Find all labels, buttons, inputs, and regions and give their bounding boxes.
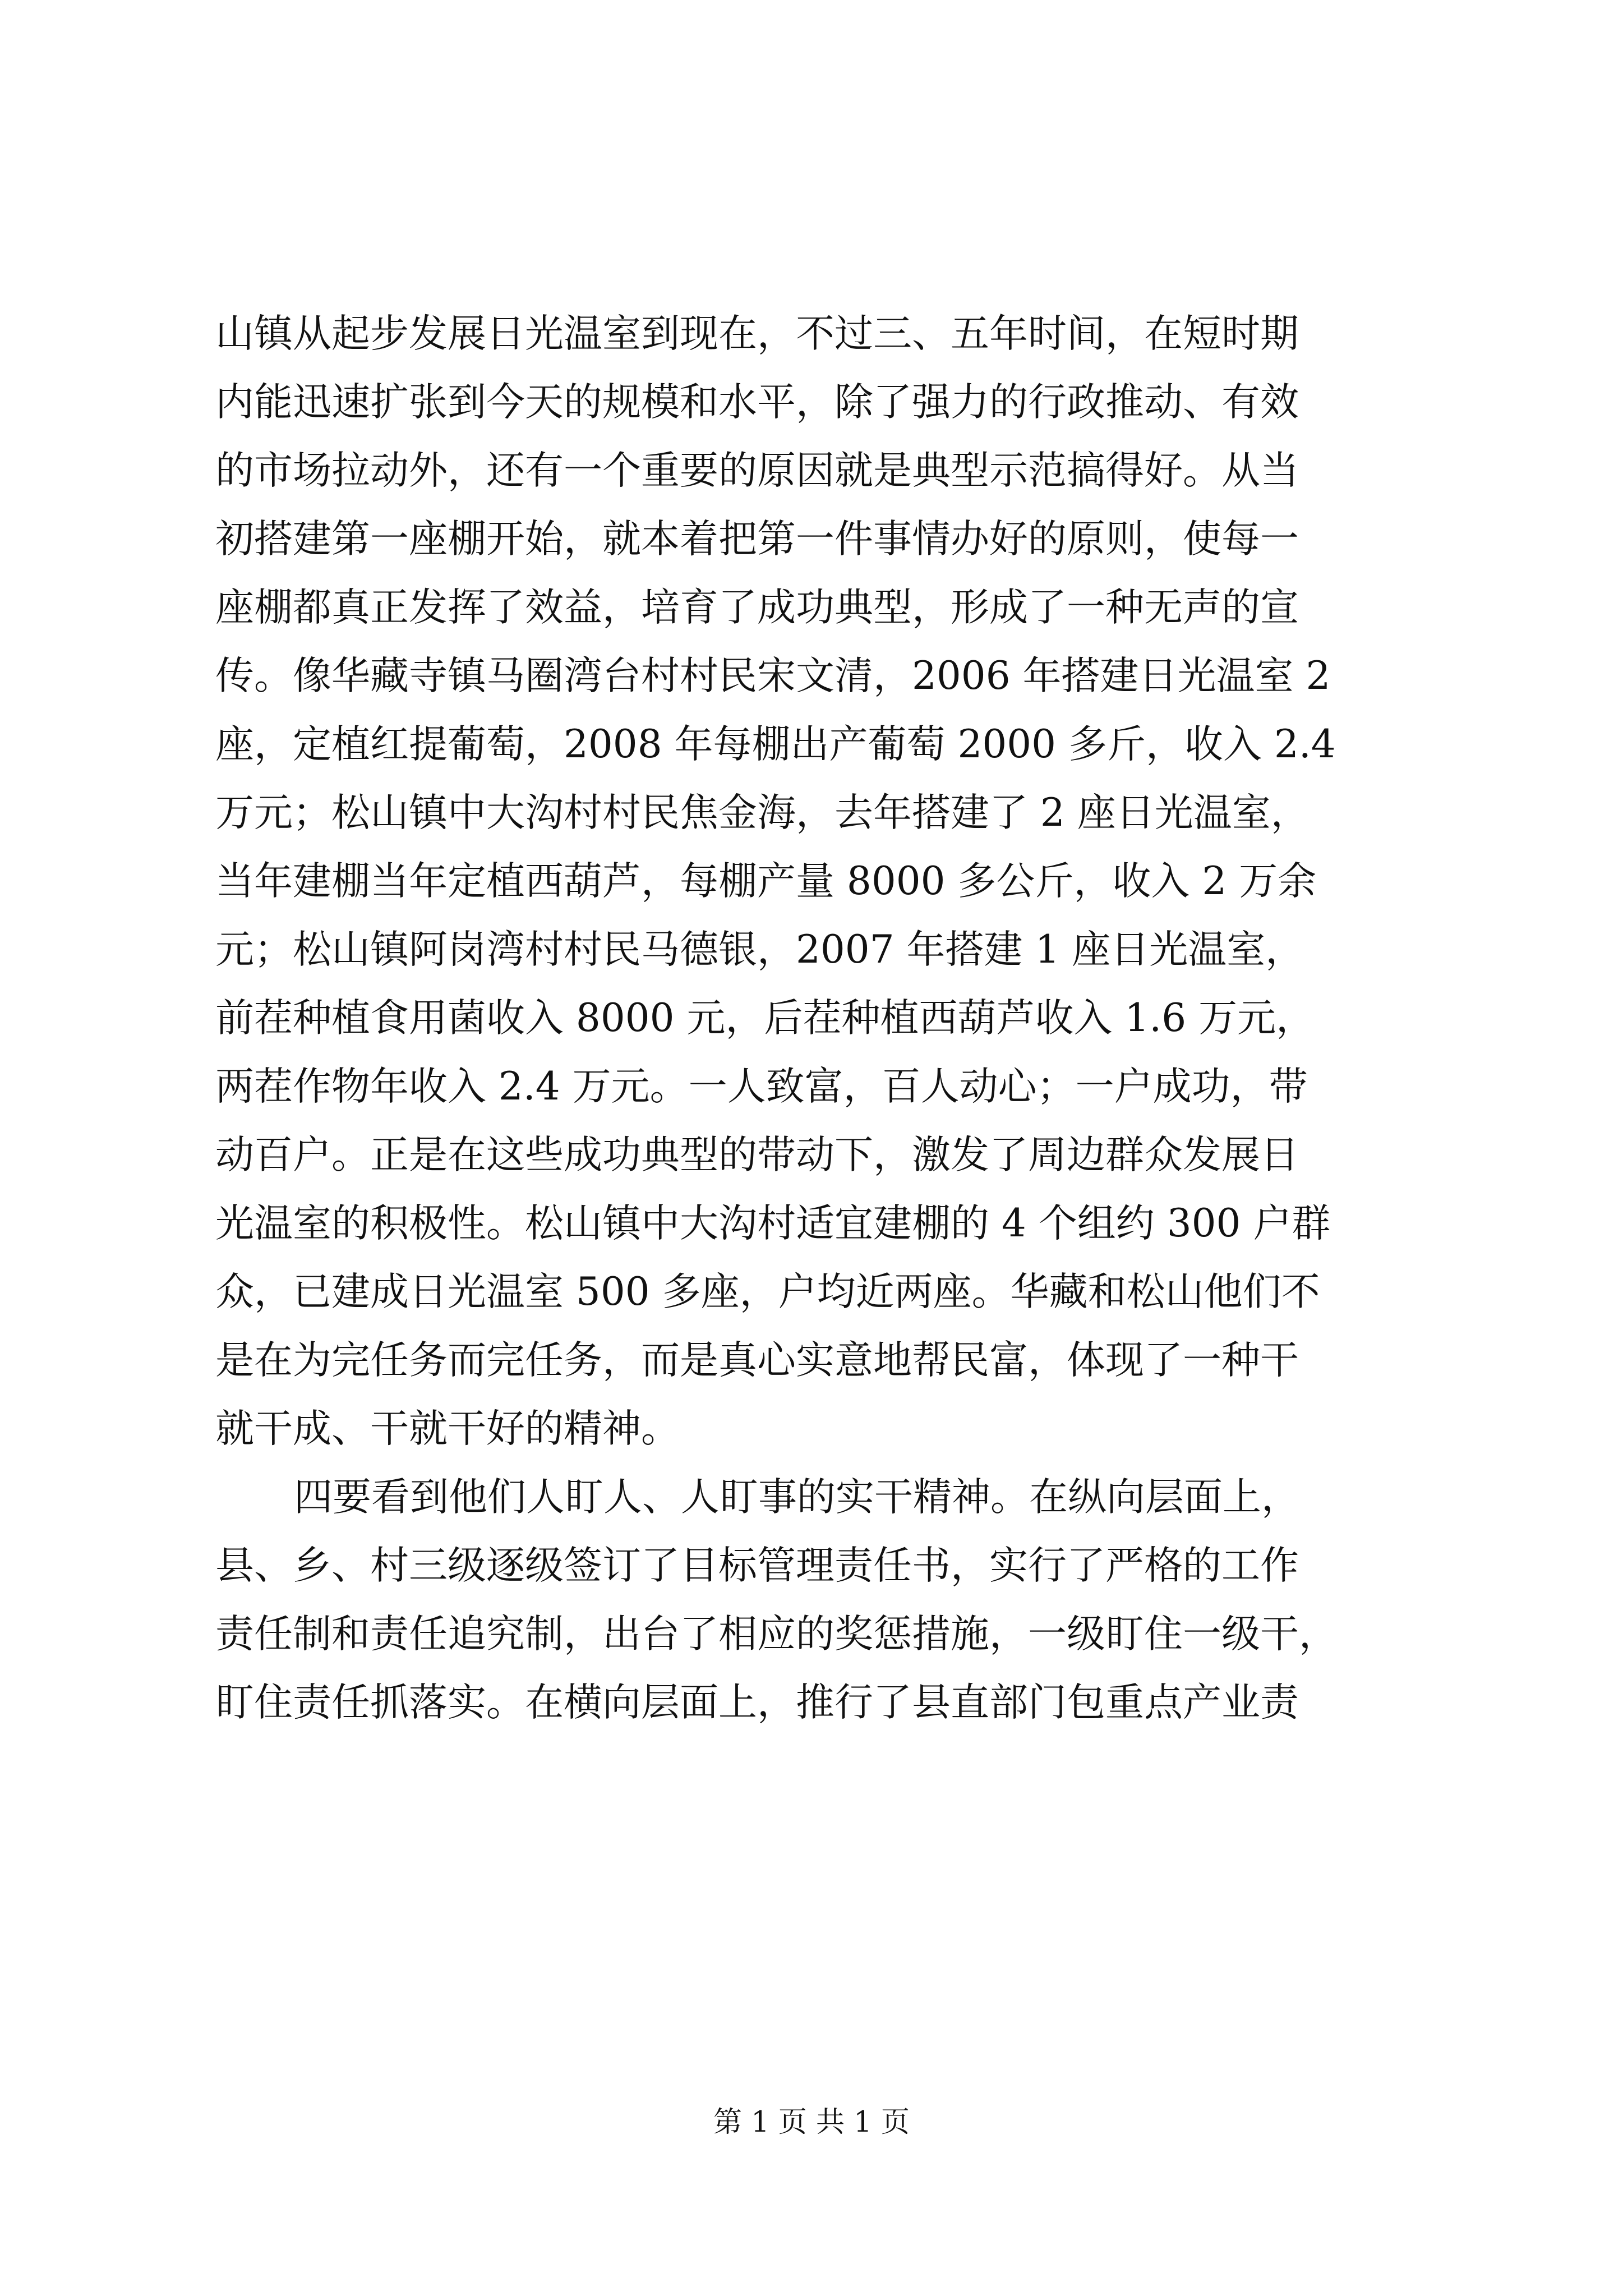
text-line: 内能迅速扩张到今天的规模和水平，除了强力的行政推动、有效 xyxy=(215,380,1299,425)
page-footer xyxy=(0,2100,1623,2145)
text-line: 座棚都真正发挥了效益，培育了成功典型，形成了一种无声的宣 xyxy=(215,585,1299,630)
text-line: 两茬作物年收入 2.4 万元。一人致富，百人动心；一户成功，带 xyxy=(215,1064,1308,1109)
text-line: 就干成、干就干好的精神。 xyxy=(215,1406,680,1451)
text-line: 元；松山镇阿岗湾村村民马德银，2007 年搭建 1 座日光温室， xyxy=(215,927,1304,972)
text-line: 县、乡、村三级逐级签订了目标管理责任书，实行了严格的工作 xyxy=(215,1543,1299,1588)
text-line: 盯住责任抓落实。在横向层面上，推行了县直部门包重点产业责 xyxy=(215,1680,1299,1725)
text-line: 初搭建第一座棚开始，就本着把第一件事情办好的原则，使每一 xyxy=(215,517,1299,562)
text-line: 万元；松山镇中大沟村村民焦金海，去年搭建了 2 座日光温室， xyxy=(215,790,1310,835)
text-line: 责任制和责任追究制，出台了相应的奖惩措施，一级盯住一级干， xyxy=(215,1612,1338,1657)
document-body xyxy=(215,300,1432,1737)
text-line: 前茬种植食用菌收入 8000 元，后茬种植西葫芦收入 1.6 万元， xyxy=(215,996,1315,1041)
text-line: 的市场拉动外，还有一个重要的原因就是典型示范搞得好。从当 xyxy=(215,448,1299,493)
text-line: 是在为完任务而完任务，而是真心实意地帮民富，体现了一种干 xyxy=(215,1338,1299,1383)
text-line: 光温室的积极性。松山镇中大沟村适宜建棚的 4 个组约 300 户群 xyxy=(215,1201,1331,1246)
text-line: 当年建棚当年定植西葫芦，每棚产量 8000 多公斤，收入 2 万余 xyxy=(215,859,1317,904)
text-line: 传。像华藏寺镇马圈湾台村村民宋文清，2006 年搭建日光温室 2 xyxy=(215,654,1331,698)
text-line: 座，定植红提葡萄，2008 年每棚出产葡萄 2000 多斤，收入 2.4 xyxy=(215,722,1336,767)
text-line: 动百户。正是在这些成功典型的带动下，激发了周边群众发展日 xyxy=(215,1133,1299,1177)
text-line: 山镇从起步发展日光温室到现在，不过三、五年时间，在短时期 xyxy=(215,311,1299,356)
paragraph-first-line: 四要看到他们人盯人、人盯事的实干精神。在纵向层面上， xyxy=(294,1475,1300,1520)
text-line: 众，已建成日光温室 500 多座，户均近两座。华藏和松山他们不 xyxy=(215,1269,1320,1314)
page-number-label: 第 1 页 共 1 页 xyxy=(713,2106,910,2139)
